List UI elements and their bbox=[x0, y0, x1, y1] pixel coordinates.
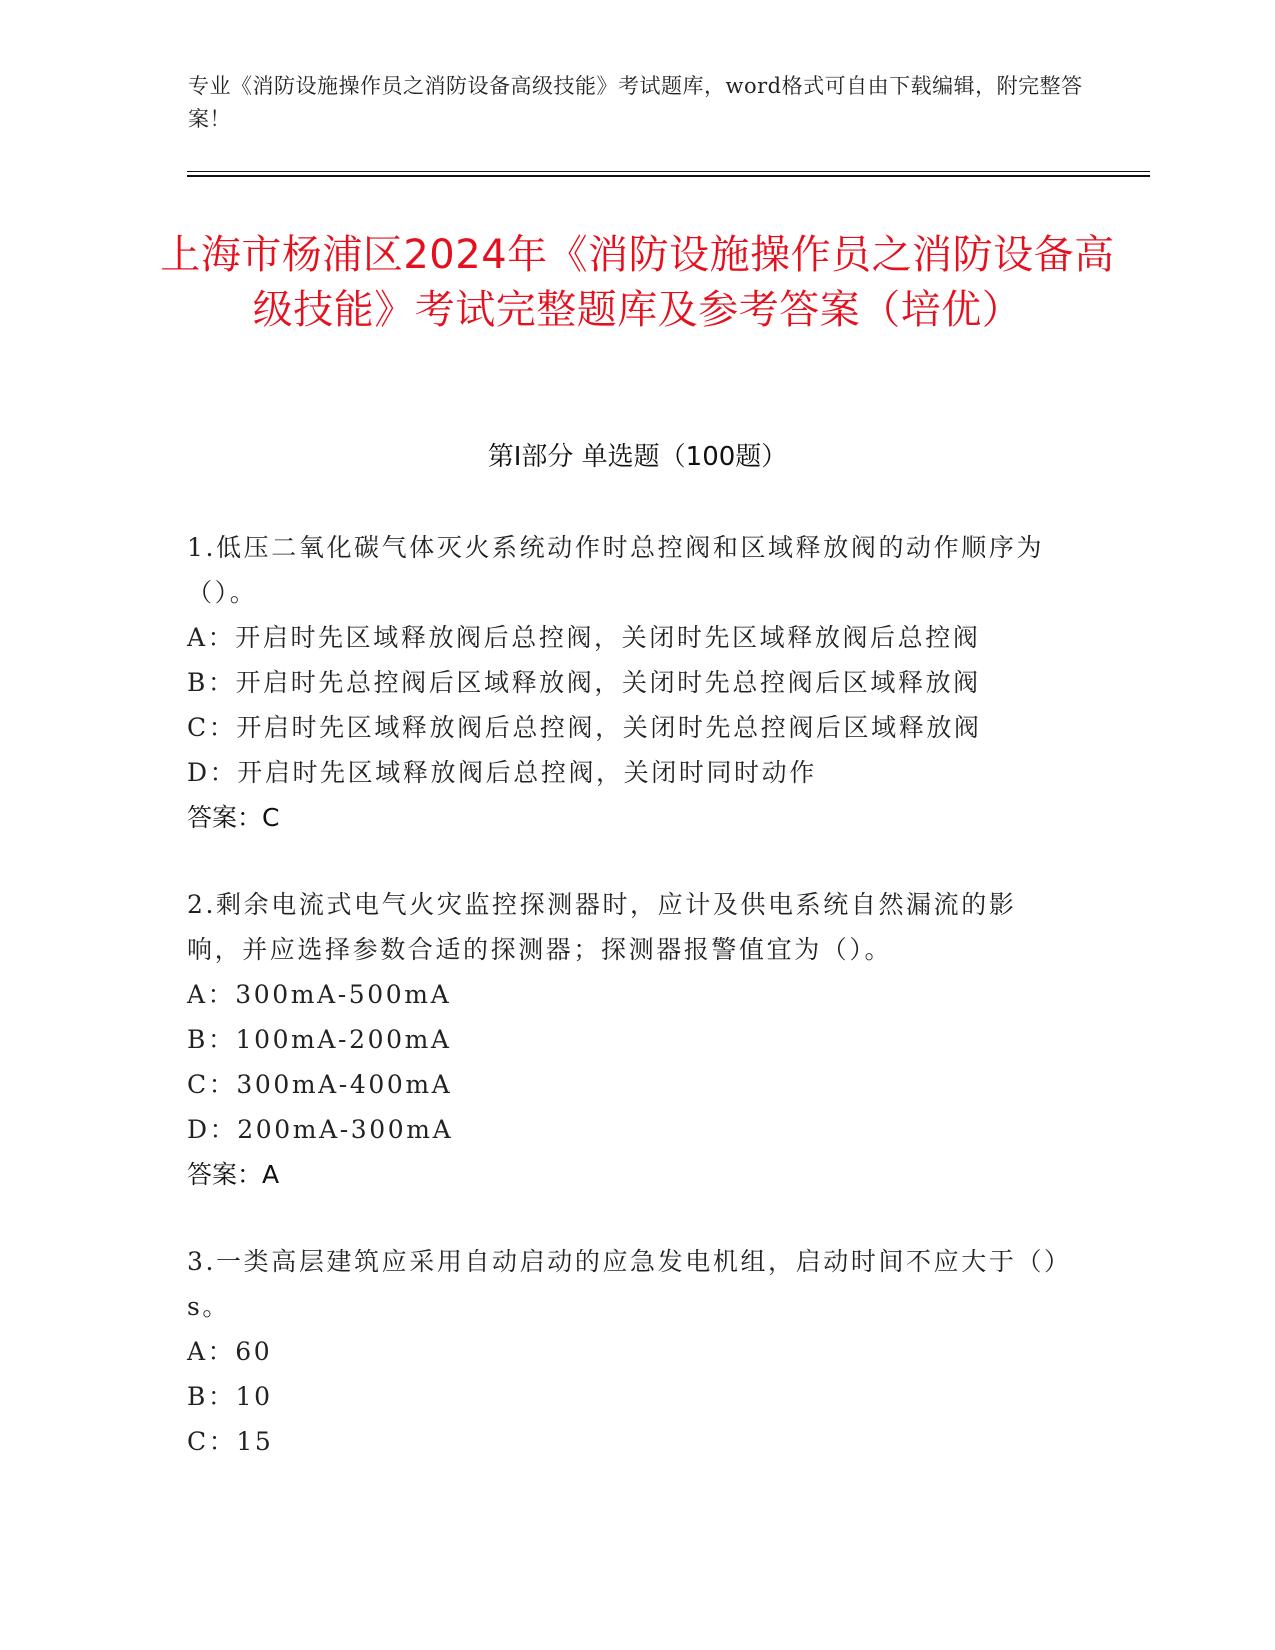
question-list bbox=[187, 525, 1067, 1506]
header-note: 专业《消防设施操作员之消防设备高级技能》考试题库，word格式可自由下载编辑，附完整答案！ bbox=[188, 74, 1083, 131]
option-b: B：开启时先总控阀后区域释放阀，关闭时先总控阀后区域释放阀 bbox=[187, 668, 981, 697]
option-b: B：10 bbox=[187, 1382, 273, 1411]
option-c: C：开启时先区域释放阀后总控阀，关闭时先总控阀后区域释放阀 bbox=[187, 713, 982, 742]
option-d: D：开启时先区域释放阀后总控阀，关闭时同时动作 bbox=[187, 758, 817, 787]
question-1 bbox=[187, 525, 1067, 840]
question-stem: 1.低压二氧化碳气体灭火系统动作时总控阀和区域释放阀的动作顺序为（）。 bbox=[187, 533, 1045, 607]
option-a: A：60 bbox=[187, 1337, 273, 1366]
option-b: B：100mA-200mA bbox=[187, 1025, 452, 1054]
question-3 bbox=[187, 1239, 1067, 1464]
question-2 bbox=[187, 882, 1067, 1197]
document-title: 上海市杨浦区2024年《消防设施操作员之消防设备高级技能》考试完整题库及参考答案（培优） bbox=[160, 232, 1115, 333]
header-divider-thick bbox=[187, 175, 1150, 177]
option-c: C：300mA-400mA bbox=[187, 1070, 453, 1099]
option-c: C：15 bbox=[187, 1427, 274, 1456]
header-divider-thin bbox=[187, 171, 1150, 172]
question-stem: 2.剩余电流式电气火灾监控探测器时，应计及供电系统自然漏流的影响，并应选择参数合适的探测器；探测器报警值宜为（）。 bbox=[187, 890, 1017, 964]
option-d: D：200mA-300mA bbox=[187, 1115, 454, 1144]
section-heading: 第Ⅰ部分 单选题（100题） bbox=[487, 442, 788, 472]
question-stem: 3.一类高层建筑应采用自动启动的应急发电机组，启动时间不应大于（）s。 bbox=[187, 1247, 1060, 1321]
option-a: A：开启时先区域释放阀后总控阀，关闭时先区域释放阀后总控阀 bbox=[187, 623, 981, 652]
question-answer: 答案：C bbox=[187, 803, 280, 832]
question-answer: 答案：A bbox=[187, 1160, 280, 1189]
option-a: A：300mA-500mA bbox=[187, 980, 452, 1009]
